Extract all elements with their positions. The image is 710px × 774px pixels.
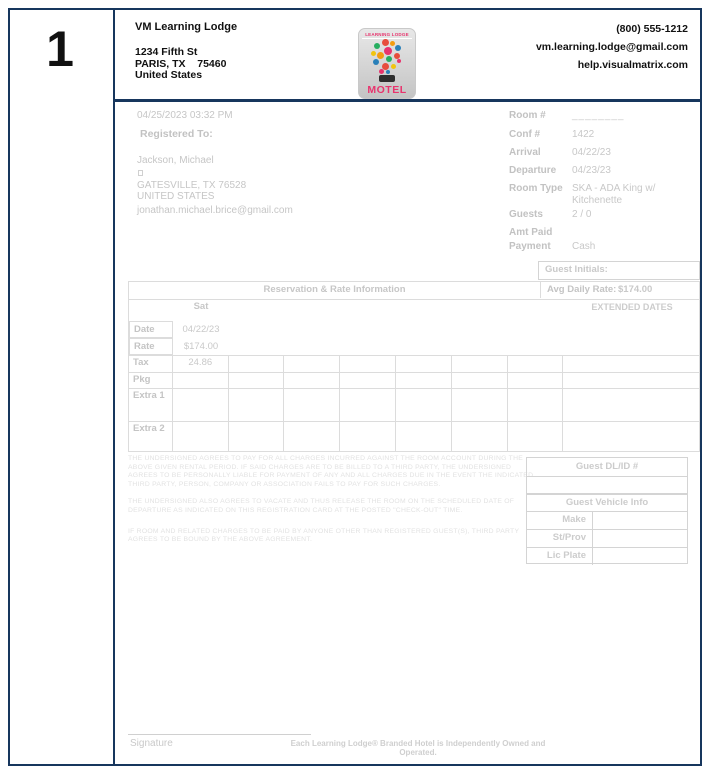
field-label: Arrival (509, 147, 541, 158)
franchise-disclaimer: Each Learning Lodge® Branded Hotel is Independently Owned and Operated. (290, 739, 546, 757)
field-value: 04/22/23 (572, 147, 611, 158)
field-value: ________ (572, 110, 625, 121)
guest-vehicle-info-box (526, 494, 688, 564)
vehicle-row-lic-plate (527, 548, 687, 565)
row-label: Extra 2 (129, 422, 173, 452)
legal-paragraph-2: THE UNDERSIGNED ALSO AGREES TO VACATE AND THUS RELEASE THE ROOM ON THE SCHEDULED DATE OF DEPARTURE AS INDICATED ON THIS REGISTRATION CARD AT THE POSTED "CHECK-OUT" TIME. (128, 498, 515, 514)
vehicle-row-make (527, 512, 687, 530)
field-label: Room Type (509, 183, 563, 194)
reservation-rate-table (128, 281, 700, 452)
registered-to-label: Registered To: (140, 128, 213, 140)
guest-dl-id-label: Guest DL/ID # (527, 458, 687, 477)
vehicle-row-st-prov (527, 530, 687, 548)
hotel-header-band (113, 8, 702, 102)
rate-table-title: Reservation & Rate Information (263, 284, 406, 295)
vehicle-row-label: Lic Plate (527, 548, 593, 565)
guest-name: Jackson, Michael (137, 155, 214, 166)
vehicle-row-label: Make (527, 512, 593, 529)
rate-row-pkg (129, 372, 699, 388)
row-value: $174.00 (183, 341, 219, 352)
rate-table-header-row (129, 282, 699, 300)
field-value: SKA - ADA King w/ Kitchenette (572, 183, 656, 206)
avg-daily-rate-label: Avg Daily Rate: (547, 284, 617, 295)
field-label: Payment (509, 241, 551, 252)
hotel-address-line2: PARIS, TX 75460 (135, 57, 227, 70)
row-value (173, 373, 229, 388)
day-column-header: Sat (193, 301, 209, 312)
field-value: 1422 (572, 129, 595, 140)
avg-daily-rate-cell (540, 282, 700, 298)
row-value: 24.86 (173, 356, 229, 372)
hotel-address-line1: 1234 Fifth St (135, 46, 198, 58)
hotel-phone: (800) 555-1212 (616, 23, 688, 35)
row-value (173, 389, 229, 421)
signature-label: Signature (130, 738, 173, 749)
row-label: Extra 1 (129, 389, 173, 421)
lightbulb-base (379, 75, 395, 82)
hotel-address (135, 47, 226, 82)
field-label: Amt Paid (509, 227, 553, 238)
guest-initials-label: Guest Initials: (545, 264, 608, 275)
legal-paragraph-1: THE UNDERSIGNED AGREES TO PAY FOR ALL CHARGES INCURRED AGAINST THE ROOM ACCOUNT DURING THE ABOVE GIVEN RENTAL PERIOD. IF SAID CHARGES ARE TO BE BILLED TO A THIRD PARTY, THE UNDERSIGNED AGREES TO BE PERSONALLY LIABLE FOR PAYMENT OF ANY AND ALL CHARGES DUE IN THE EVENT THE INDICATED THIRD PARTY, PERSON, COMPANY OR ASSOCIATION FAILS TO PAY FOR SUCH CHARGES. (128, 455, 534, 488)
guest-dl-id-box (526, 457, 688, 494)
row-label: Date (129, 321, 173, 338)
field-conf-number (509, 129, 697, 141)
guest-country: UNITED STATES (137, 191, 215, 202)
rate-row-tax (129, 355, 699, 372)
vehicle-row-label: St/Prov (527, 530, 593, 547)
field-departure (509, 165, 697, 177)
printed-datetime: 04/25/2023 03:32 PM (137, 110, 233, 121)
field-guests (509, 209, 697, 221)
legal-terms (128, 455, 534, 554)
field-label: Guests (509, 209, 543, 220)
motel-logo (358, 28, 416, 99)
hotel-website: help.visualmatrix.com (577, 59, 688, 71)
hotel-name: VM Learning Lodge (135, 21, 238, 33)
field-room-type (509, 183, 697, 206)
field-amt-paid (509, 227, 697, 238)
row-label: Pkg (129, 373, 173, 388)
logo-learning-lodge-text: LEARNING LODGE (362, 32, 412, 39)
rate-row-date (129, 321, 699, 338)
extended-dates-header: EXTENDED DATES (591, 302, 673, 312)
page-number: 1 (46, 21, 74, 77)
rate-row-extra1 (129, 388, 699, 421)
guest-email: jonathan.michael.brice@gmail.com (137, 205, 293, 216)
logo-motel-text: MOTEL (367, 84, 407, 96)
signature-line (128, 734, 311, 735)
vehicle-row-entry-cell (593, 512, 687, 529)
guest-city-state-zip: GATESVILLE, TX 76528 (137, 180, 247, 191)
field-value: Cash (572, 241, 596, 252)
legal-paragraph-3: IF ROOM AND RELATED CHARGES TO BE PAID BY ANYONE OTHER THAN REGISTERED GUEST(S), THIRD PARTY AGREES TO BE BOUND BY THE ABOVE AGREEMENT. (128, 527, 520, 544)
field-arrival (509, 147, 697, 159)
guest-vehicle-info-label: Guest Vehicle Info (527, 495, 687, 512)
rate-row-extra2 (129, 421, 699, 452)
hotel-contact-block (536, 23, 688, 77)
vehicle-row-entry-cell (593, 530, 687, 547)
field-label: Departure (509, 165, 557, 176)
guest-initials-box (538, 261, 700, 280)
row-value (173, 422, 229, 452)
hotel-address-line3: United States (135, 69, 203, 81)
vehicle-row-entry-cell (593, 548, 687, 565)
field-value: 2 / 0 (572, 209, 592, 220)
field-label: Conf # (509, 129, 541, 140)
row-label: Tax (129, 356, 173, 372)
field-value (572, 227, 697, 238)
hotel-email: vm.learning.lodge@gmail.com (535, 41, 688, 53)
lightbulb-icon (370, 39, 404, 75)
avg-daily-rate-value: $174.00 (618, 284, 653, 295)
page-left-border (113, 8, 115, 766)
rate-row-rate (129, 338, 699, 355)
blank-address-mark (138, 170, 143, 176)
field-value: 04/23/23 (572, 165, 611, 176)
row-value: 04/22/23 (182, 324, 220, 335)
field-label: Room # (509, 110, 546, 121)
field-payment (509, 241, 697, 253)
field-room-number (509, 110, 697, 122)
row-label: Rate (129, 338, 173, 355)
